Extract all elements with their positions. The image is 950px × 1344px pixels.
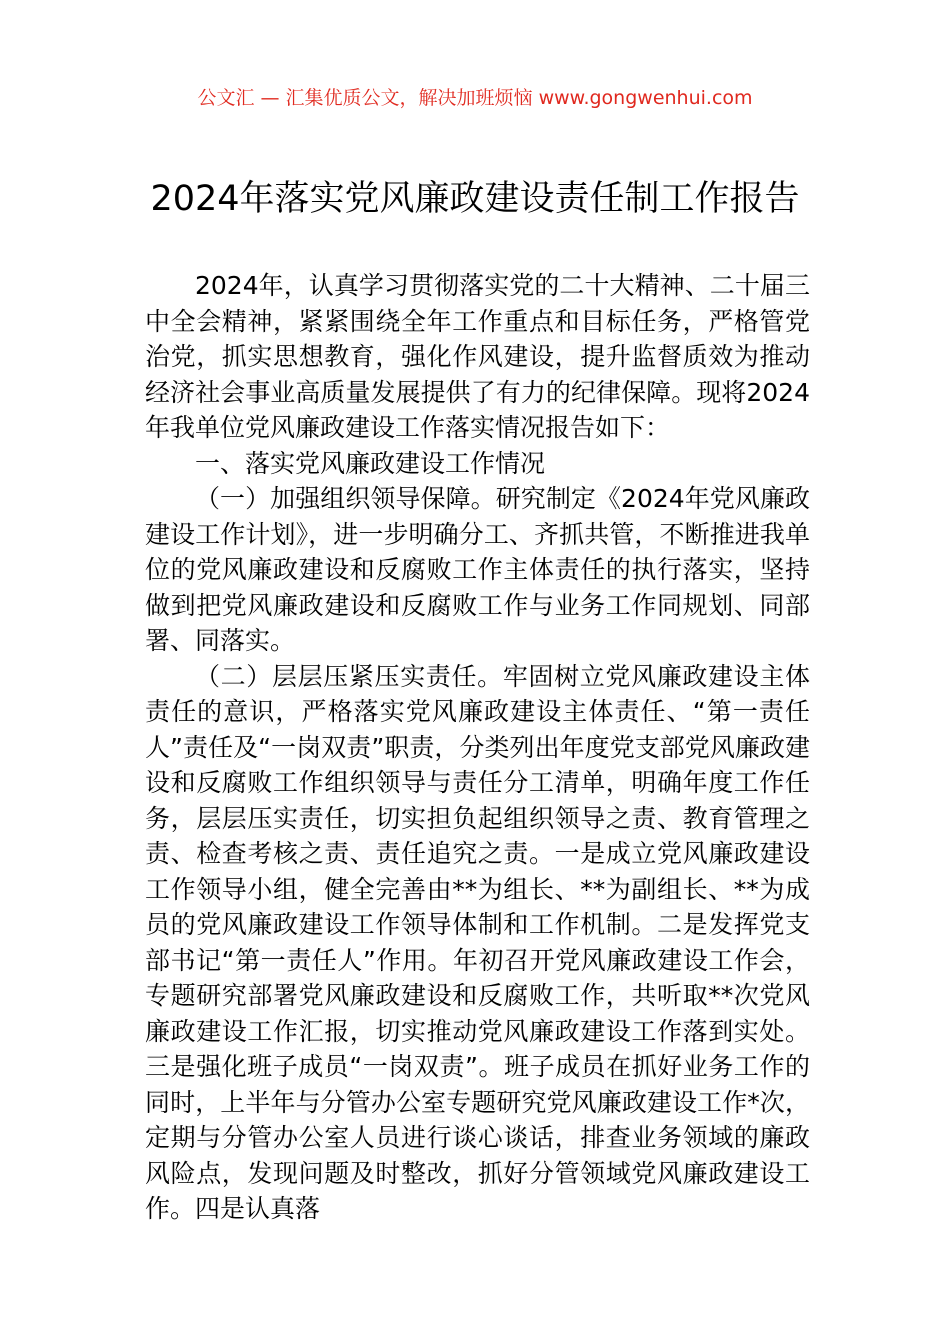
intro-paragraph: 2024年，认真学习贯彻落实党的二十大精神、二十届三中全会精神，紧紧围绕全年工作重点和目标任务，严格管党治党，抓实思想教育，强化作风建设，提升监督质效为推动经济社会事业高质量发展提供了有力的纪律保障。现将2024年我单位党风廉政建设工作落实情况报告如下：: [145, 271, 810, 442]
section-heading: 一、落实党风廉政建设工作情况: [195, 448, 546, 478]
document-title: 2024年落实党风廉政建设责任制工作报告: [150, 179, 800, 219]
document-body: [145, 268, 810, 1227]
site-banner: 公文汇 — 汇集优质公文，解决加班烦恼 www.gongwenhui.com: [197, 87, 753, 109]
subsection-paragraph-2: （二）层层压紧压实责任。牢固树立党风廉政建设主体责任的意识，严格落实党风廉政建设主体责任、“第一责任人”责任及“一岗双责”职责，分类列出年度党支部党风廉政建设和反腐败工作组织领导与责任分工清单，明确年度工作任务，层层压实责任，切实担负起组织领导之责、教育管理之责、检查考核之责、责任追究之责。一是成立党风廉政建设工作领导小组，健全完善由**为组长、**为副组长、**为成员的党风廉政建设工作领导体制和工作机制。二是发挥党支部书记“第一责任人”作用。年初召开党风廉政建设工作会，专题研究部署党风廉政建设和反腐败工作，共听取**次党风廉政建设工作汇报，切实推动党风廉政建设工作落到实处。三是强化班子成员“一岗双责”。班子成员在抓好业务工作的同时，上半年与分管办公室专题研究党风廉政建设工作*次，定期与分管办公室人员进行谈心谈话，排查业务领域的廉政风险点，发现问题及时整改，抓好分管领域党风廉政建设工作。四是认真落: [145, 661, 810, 1223]
subsection-paragraph-1: （一）加强组织领导保障。研究制定《2024年党风廉政建设工作计划》，进一步明确分工、齐抓共管，不断推进我单位的党风廉政建设和反腐败工作主体责任的执行落实，坚持做到把党风廉政建设和反腐败工作与业务工作同规划、同部署、同落实。: [145, 484, 810, 655]
